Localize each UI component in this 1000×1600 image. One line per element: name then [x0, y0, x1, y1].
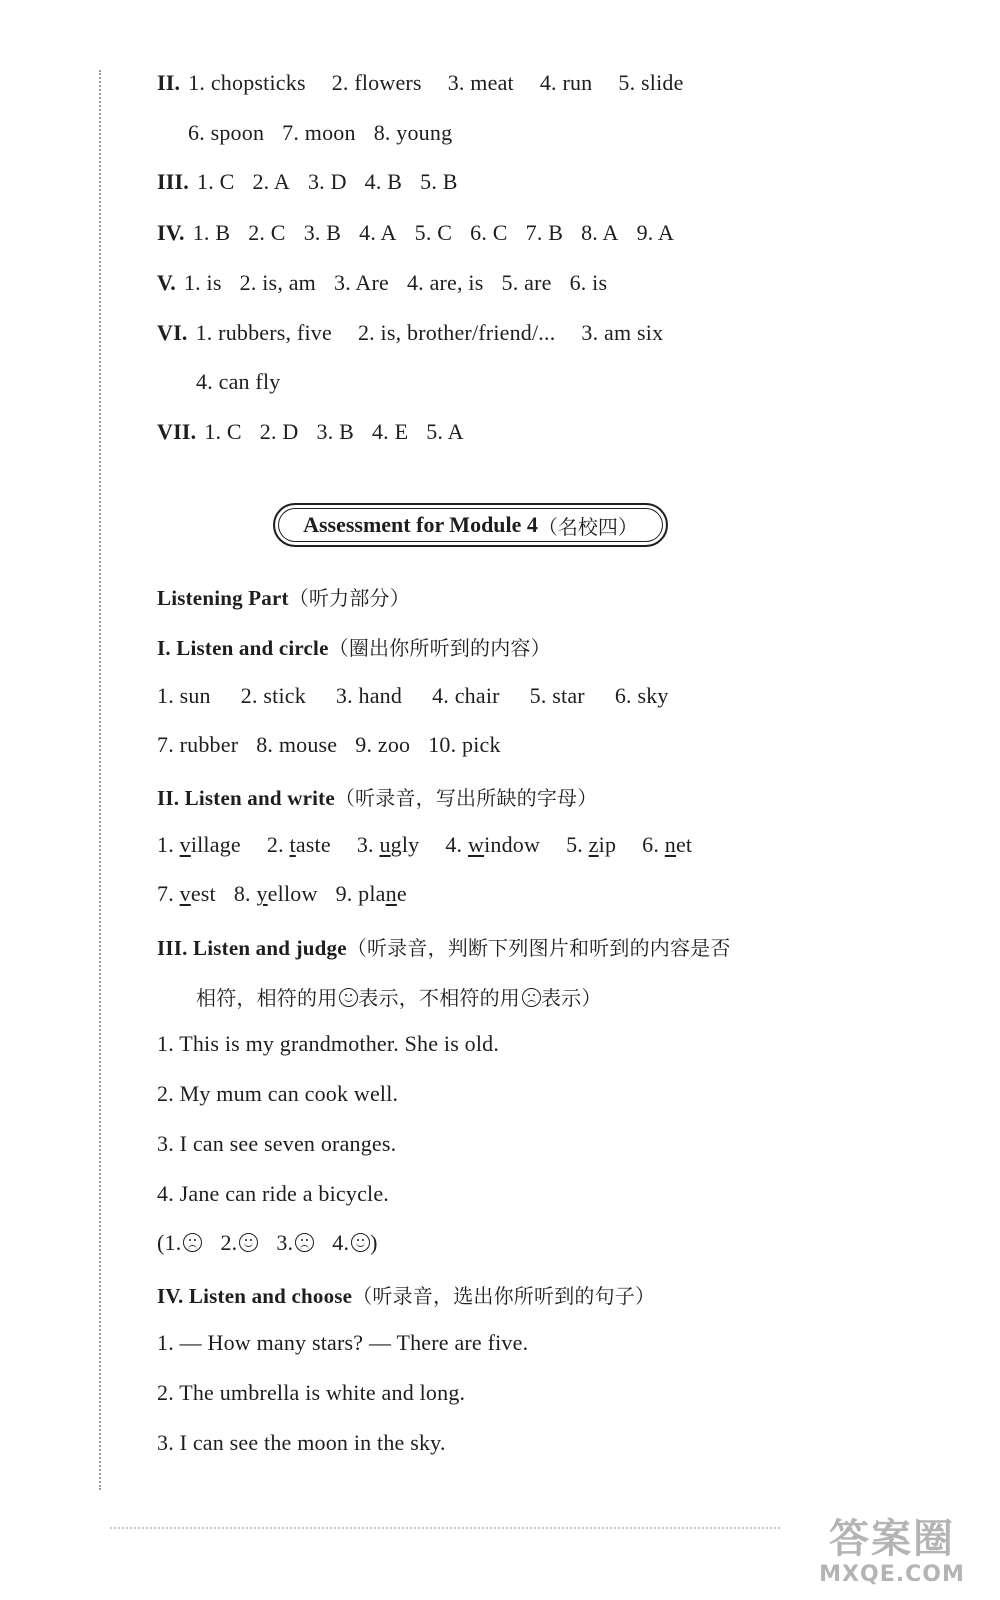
choose-sentence: 1. — How many stars? — There are five. [157, 1330, 529, 1355]
answer-item: 3. am six [581, 320, 664, 345]
answer-item: 4. window [445, 832, 541, 857]
judge-answers [157, 1230, 378, 1256]
section-number: V. [157, 270, 176, 295]
answer-item: 6. spoon [188, 120, 265, 145]
answer-item: 6. sky [614, 683, 669, 708]
answer-item: 10. pick [428, 732, 501, 757]
answer-item: 6. is [569, 270, 608, 295]
answer-number: 4. [332, 1230, 350, 1255]
answer-number: 3. [276, 1230, 294, 1255]
choose-title-zh: （听录音，选出你所听到的句子） [352, 1284, 656, 1308]
answer-row-III [157, 169, 476, 195]
answer-item: 1. C [197, 169, 235, 194]
answer-item: 3. B [316, 419, 354, 444]
listening-heading [157, 582, 410, 611]
section-number: VI. [157, 320, 188, 345]
answer-item: 5. C [414, 220, 453, 245]
answer-item: 3. B [303, 220, 342, 245]
circle-heading [157, 632, 551, 661]
margin-dotted-line [99, 70, 101, 1490]
answer-row-VI-cont [196, 369, 280, 395]
answer-item: 2. taste [266, 832, 331, 857]
judge-heading [157, 932, 731, 961]
judge-sentence: 4. Jane can ride a bicycle. [157, 1181, 390, 1206]
circle-row-2 [157, 732, 519, 758]
section-number: III. [157, 169, 189, 194]
answer-item: 4. B [364, 169, 403, 194]
answer-item: 2. is, brother/friend/... [357, 320, 556, 345]
happy-face-icon [351, 1233, 370, 1252]
answer-number: 2. [220, 1230, 238, 1255]
answer-row-II [157, 70, 684, 96]
answer-item: 8. mouse [256, 732, 338, 757]
choose-title: IV. Listen and choose [157, 1284, 353, 1308]
listening-title-zh: （听力部分） [288, 586, 410, 610]
section-number: IV. [157, 220, 185, 245]
sad-face-icon [183, 1233, 202, 1252]
answer-row-II-cont [188, 120, 470, 146]
answer-item: 1. B [192, 220, 231, 245]
answer-item: 9. zoo [355, 732, 411, 757]
happy-face-icon [239, 1233, 258, 1252]
answer-item: 3. ugly [356, 832, 420, 857]
circle-row-1 [157, 683, 669, 709]
answer-item: 4. A [359, 220, 397, 245]
judge-title-zh: （听录音，判断下列图片和听到的内容是否 [346, 936, 731, 960]
judge-instr-b: 表示，不相符的用 [358, 986, 521, 1010]
write-heading [157, 782, 597, 811]
answer-item: 4. run [539, 70, 593, 95]
module-title-box [273, 503, 668, 547]
answer-item: 1. chopsticks [188, 70, 306, 95]
judge-sentence: 3. I can see seven oranges. [157, 1131, 397, 1156]
answer-item: 6. C [470, 220, 508, 245]
circle-title-zh: （圈出你所听到的内容） [328, 636, 551, 660]
section-number: VII. [157, 419, 197, 444]
answer-item: 3. hand [335, 683, 403, 708]
answer-item: 5. B [420, 169, 458, 194]
answer-item: 8. yellow [233, 881, 318, 906]
write-title-zh: （听录音，写出所缺的字母） [334, 786, 598, 810]
answer-item: 7. vest [157, 881, 216, 906]
answer-item: 9. plane [335, 881, 407, 906]
answer-item: 4. E [371, 419, 409, 444]
listening-title: Listening Part [157, 586, 289, 610]
judge-heading-cont [196, 982, 602, 1011]
answer-item: 7. moon [282, 120, 356, 145]
judge-instr-c: 表示） [541, 986, 602, 1010]
answer-item: 1. rubbers, five [195, 320, 332, 345]
answer-row-IV [157, 220, 692, 246]
answer-item: 5. zip [566, 832, 617, 857]
answer-item: 2. flowers [331, 70, 422, 95]
module-title-zh: （名校四） [537, 514, 638, 539]
paren-open: ( [157, 1230, 165, 1255]
circle-title: I. Listen and circle [157, 636, 329, 660]
watermark-url: MXQE.COM [819, 1562, 965, 1587]
choose-heading [157, 1280, 655, 1309]
section-number: II. [157, 70, 181, 95]
module-title: Assessment for Module 4 [303, 512, 538, 537]
footer-dotted-rule [110, 1527, 780, 1529]
answer-item: 1. is [183, 270, 222, 295]
write-title: II. Listen and write [157, 786, 335, 810]
answer-item: 2. stick [240, 683, 306, 708]
sad-face-icon [522, 988, 541, 1007]
answer-item: 5. star [529, 683, 585, 708]
answer-item: 2. is, am [239, 270, 316, 295]
answer-number: 1. [164, 1230, 182, 1255]
answer-item: 4. are, is [406, 270, 484, 295]
judge-title: III. Listen and judge [157, 936, 347, 960]
answer-item: 5. slide [618, 70, 684, 95]
watermark-logo-text: 答案圈 [829, 1516, 955, 1562]
answer-item: 2. A [252, 169, 290, 194]
happy-face-icon [339, 988, 358, 1007]
answer-item: 5. are [501, 270, 552, 295]
write-row-2 [157, 881, 425, 907]
answer-item: 5. A [426, 419, 464, 444]
answer-row-VI [157, 320, 663, 346]
answer-item: 7. rubber [157, 732, 239, 757]
answer-item: 6. net [642, 832, 693, 857]
answer-item: 8. A [581, 220, 619, 245]
answer-item: 4. can fly [196, 369, 281, 394]
answer-item: 3. Are [334, 270, 389, 295]
answer-item: 2. D [259, 419, 299, 444]
answer-item: 4. chair [432, 683, 500, 708]
write-row-1 [157, 832, 692, 858]
choose-sentence: 3. I can see the moon in the sky. [157, 1430, 446, 1455]
answer-item: 1. C [204, 419, 242, 444]
answer-item: 1. sun [157, 683, 211, 708]
answer-item: 7. B [525, 220, 564, 245]
paren-close: ) [370, 1230, 378, 1255]
answer-item: 2. C [248, 220, 286, 245]
answer-row-VII [157, 419, 482, 445]
judge-sentence: 1. This is my grandmother. She is old. [157, 1031, 500, 1056]
judge-instr-a: 相符，相符的用 [196, 986, 338, 1010]
answer-item: 8. young [373, 120, 453, 145]
judge-sentence: 2. My mum can cook well. [157, 1081, 399, 1106]
watermark-logo [802, 1516, 982, 1596]
answer-row-V [157, 270, 625, 296]
answer-item: 1. village [157, 832, 241, 857]
choose-sentence: 2. The umbrella is white and long. [157, 1380, 466, 1405]
sad-face-icon [295, 1233, 314, 1252]
answer-item: 9. A [636, 220, 675, 245]
answer-item: 3. meat [447, 70, 514, 95]
answer-item: 3. D [307, 169, 347, 194]
